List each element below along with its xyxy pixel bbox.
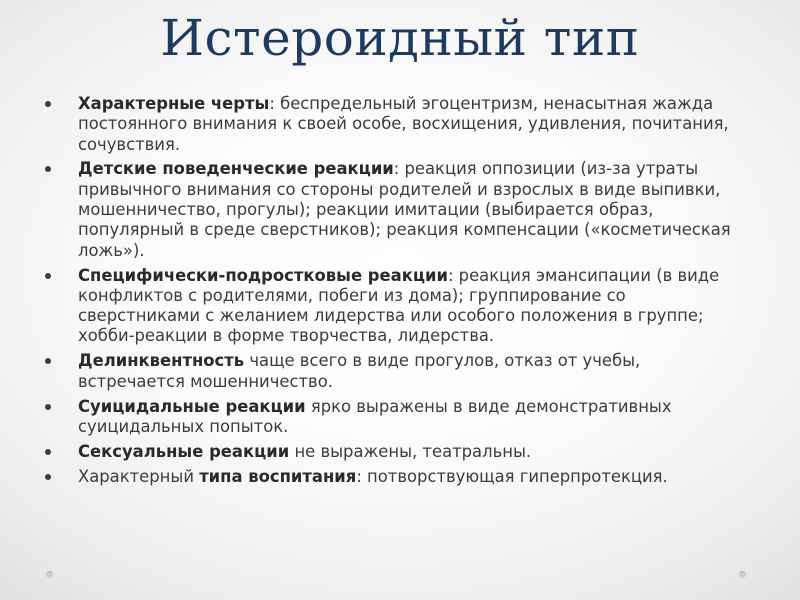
bullet-item <box>78 266 748 347</box>
bullet-term: Характерные черты <box>78 94 270 113</box>
bullet-term: Специфически-подростковые реакции <box>78 265 448 285</box>
bullet-text: ярко выражены в виде демонстративных суицидальных попыток. <box>78 396 672 436</box>
bullet-term: Суицидальные реакции <box>78 396 306 416</box>
bullet-text: : реакция оппозиции (из-за утраты привычного внимания со стороны родителей и взрослых в виде выпивки, мошенничество, прогулы); реакции имитации (выбирается образ, популярный в среде сверстников); реакция компенсации («косметическая ложь»). <box>78 159 731 260</box>
corner-dot-left <box>46 571 53 578</box>
bullet-text: Характерный <box>78 466 200 486</box>
bullet-term: Делинквентность <box>78 351 245 371</box>
bullet-item <box>78 351 748 392</box>
bullet-text: не выражены, театральны. <box>289 441 532 461</box>
bullet-item <box>78 442 748 462</box>
bullet-term: Детские поведенческие реакции <box>78 159 394 179</box>
bullet-term: Сексуальные реакции <box>78 441 290 461</box>
bullet-text: : потворствующая гиперпротекция. <box>356 466 668 486</box>
bullet-item <box>78 397 748 438</box>
slide-title: Истероидный тип <box>160 9 640 67</box>
bullet-term: типа воспитания <box>199 466 357 486</box>
bullet-item <box>78 94 748 155</box>
bullet-list <box>78 94 748 492</box>
bullet-item <box>78 467 748 487</box>
bullet-text: чаще всего в виде прогулов, отказ от учебы, встречается мошенничество. <box>78 351 641 391</box>
bullet-text: : реакция эмансипации (в виде конфликтов с родителями, побеги из дома); группирование со сверстниками с желанием лидерства или особого положения в группе; хобби-реакции в форме творчества, лидерства. <box>78 265 720 346</box>
corner-dot-right <box>739 571 746 578</box>
bullet-text: : беспредельный эгоцентризм, ненасытная жажда постоянного внимания к своей особе, восхищения, удивления, почитания, сочувствия. <box>78 94 729 154</box>
bullet-item <box>78 159 748 260</box>
